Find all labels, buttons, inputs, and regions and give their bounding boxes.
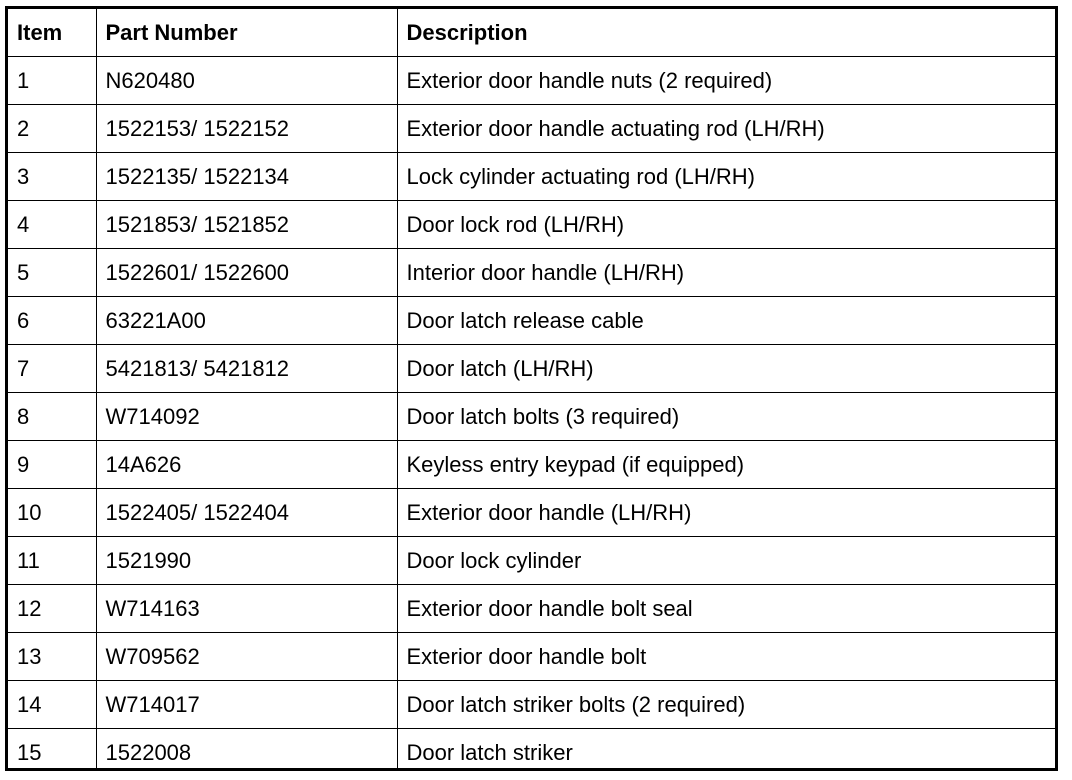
table-row — [8, 681, 1055, 729]
table-row — [8, 441, 1055, 489]
table-row — [8, 345, 1055, 393]
table-header-row — [8, 9, 1055, 57]
cell-description: Exterior door handle actuating rod (LH/RH) — [397, 105, 1055, 153]
cell-part-number: 63221A00 — [96, 297, 397, 345]
table-row — [8, 201, 1055, 249]
cell-description: Exterior door handle bolt — [397, 633, 1055, 681]
cell-part-number: W714163 — [96, 585, 397, 633]
header-description: Description — [397, 9, 1055, 57]
cell-item: 10 — [8, 489, 96, 537]
table-row — [8, 585, 1055, 633]
cell-description: Door latch striker bolts (2 required) — [397, 681, 1055, 729]
table-row — [8, 105, 1055, 153]
header-part-number: Part Number — [96, 9, 397, 57]
table-row — [8, 57, 1055, 105]
table-row — [8, 633, 1055, 681]
cell-item: 2 — [8, 105, 96, 153]
cell-item: 4 — [8, 201, 96, 249]
cell-description: Exterior door handle (LH/RH) — [397, 489, 1055, 537]
cell-part-number: 1522135/ 1522134 — [96, 153, 397, 201]
cell-description: Door latch bolts (3 required) — [397, 393, 1055, 441]
cell-part-number: N620480 — [96, 57, 397, 105]
cell-part-number: 5421813/ 5421812 — [96, 345, 397, 393]
cell-description: Lock cylinder actuating rod (LH/RH) — [397, 153, 1055, 201]
cell-description: Exterior door handle bolt seal — [397, 585, 1055, 633]
cell-item: 13 — [8, 633, 96, 681]
cell-item: 11 — [8, 537, 96, 585]
cell-item: 6 — [8, 297, 96, 345]
table-row — [8, 153, 1055, 201]
cell-description: Interior door handle (LH/RH) — [397, 249, 1055, 297]
cell-description: Door lock rod (LH/RH) — [397, 201, 1055, 249]
cell-part-number: 14A626 — [96, 441, 397, 489]
cell-part-number: 1521990 — [96, 537, 397, 585]
table-row — [8, 393, 1055, 441]
cell-part-number: 1522008 — [96, 729, 397, 772]
cell-description: Door latch release cable — [397, 297, 1055, 345]
cell-description: Keyless entry keypad (if equipped) — [397, 441, 1055, 489]
table-body — [8, 57, 1055, 772]
cell-part-number: 1522405/ 1522404 — [96, 489, 397, 537]
cell-item: 3 — [8, 153, 96, 201]
cell-item: 15 — [8, 729, 96, 772]
cell-description: Door latch (LH/RH) — [397, 345, 1055, 393]
table-row — [8, 537, 1055, 585]
cell-description: Door latch striker — [397, 729, 1055, 772]
table-row — [8, 297, 1055, 345]
cell-item: 7 — [8, 345, 96, 393]
parts-table — [8, 9, 1055, 771]
parts-table-frame — [5, 6, 1058, 771]
cell-item: 9 — [8, 441, 96, 489]
table-row — [8, 249, 1055, 297]
cell-description: Door lock cylinder — [397, 537, 1055, 585]
table-row — [8, 489, 1055, 537]
table-row — [8, 729, 1055, 772]
cell-item: 8 — [8, 393, 96, 441]
cell-item: 14 — [8, 681, 96, 729]
cell-item: 12 — [8, 585, 96, 633]
cell-part-number: 1522153/ 1522152 — [96, 105, 397, 153]
cell-part-number: 1521853/ 1521852 — [96, 201, 397, 249]
cell-part-number: W709562 — [96, 633, 397, 681]
cell-part-number: W714092 — [96, 393, 397, 441]
cell-item: 1 — [8, 57, 96, 105]
cell-part-number: W714017 — [96, 681, 397, 729]
cell-item: 5 — [8, 249, 96, 297]
cell-description: Exterior door handle nuts (2 required) — [397, 57, 1055, 105]
header-item: Item — [8, 9, 96, 57]
cell-part-number: 1522601/ 1522600 — [96, 249, 397, 297]
